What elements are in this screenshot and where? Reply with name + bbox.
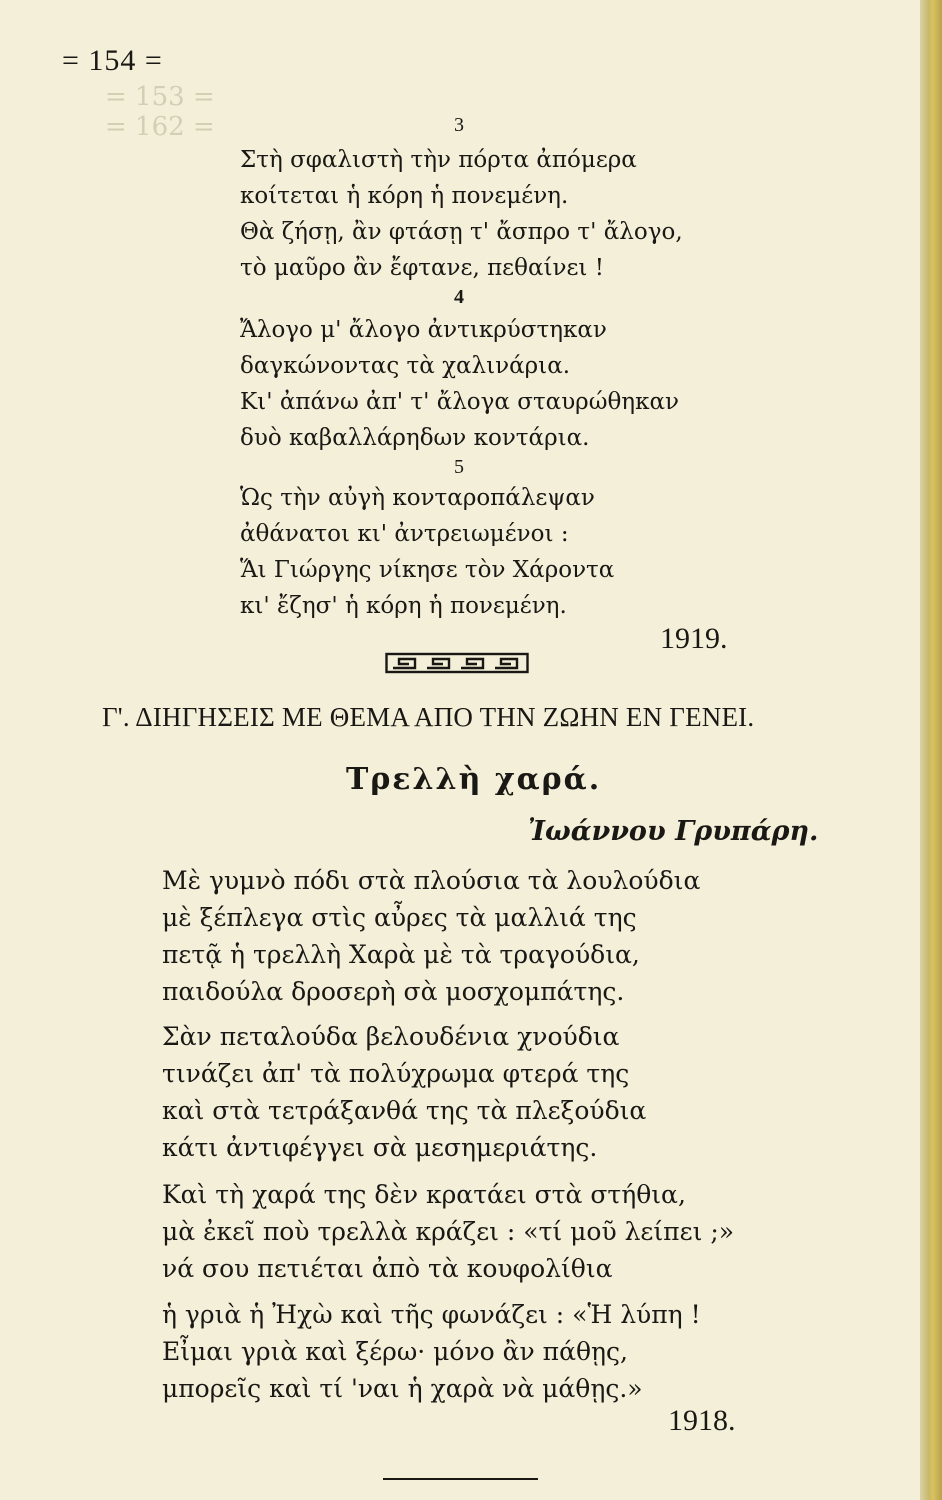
stanza — [162, 1176, 734, 1287]
poem-title: Τρελλὴ χαρά. — [346, 762, 602, 797]
verse-line: Μὲ γυμνὸ πόδι στὰ πλούσια τὰ λουλούδια — [162, 866, 701, 895]
verse-line: Ἄλογο μ' ἄλογο ἀντικρύστηκαν — [240, 317, 607, 343]
verse-line: μὰ ἐκεῖ ποὺ τρελλὰ κράζει : «τί μοῦ λείπει ;» — [162, 1217, 735, 1246]
closing-rule — [383, 1478, 538, 1480]
verse-line: Εἶμαι γριὰ καὶ ξέρω· μόνο ἂν πάθῃς, — [162, 1337, 628, 1366]
page-edge — [920, 0, 942, 1500]
verse-line: τινάζει ἀπ' τὰ πολύχρωμα φτερά της — [162, 1059, 630, 1088]
verse-line: Ἅι Γιώργης νίκησε τὸν Χάροντα — [240, 557, 615, 583]
verse-line: κοίτεται ἡ κόρη ἡ πονεμένη. — [240, 183, 569, 209]
verse-line: κι' ἔζησ' ἡ κόρη ἡ πονεμένη. — [240, 593, 567, 619]
bleed-through-text: = 153 = — [105, 82, 215, 112]
stanza — [240, 142, 683, 286]
poem-author: Ἰωάννου Γρυπάρη. — [528, 816, 819, 847]
verse-line: Ὡς τὴν αὐγὴ κονταροπάλεψαν — [240, 485, 595, 511]
section-heading: Γ'. ΔΙΗΓΗΣΕΙΣ ΜΕ ΘΕΜΑ ΑΠΟ ΤΗΝ ΖΩΗΝ ΕΝ ΓΕΝΕΙ. — [102, 702, 755, 732]
verse-line: Κι' ἀπάνω ἀπ' τ' ἄλογα σταυρώθηκαν — [240, 389, 679, 415]
stanza-number: 5 — [454, 456, 464, 478]
stanza-number: 3 — [454, 114, 464, 136]
verse-line: νά σου πετιέται ἀπὸ τὰ κουφολίθια — [162, 1254, 613, 1283]
poem-year: 1918. — [668, 1404, 736, 1437]
greek-key-ornament — [385, 652, 529, 674]
stanza — [240, 480, 614, 624]
verse-line: Θὰ ζήσῃ, ἂν φτάσῃ τ' ἄσπρο τ' ἄλογο, — [240, 219, 683, 245]
stanza — [162, 1296, 701, 1407]
verse-line: ἀθάνατοι κι' ἀντρειωμένοι : — [240, 521, 569, 547]
verse-line: παιδούλα δροσερὴ σὰ μοσχομπάτης. — [162, 977, 625, 1006]
verse-line: ἡ γριὰ ἡ Ἠχὼ καὶ τῆς φωνάζει : «Ἡ λύπη ! — [162, 1300, 701, 1329]
verse-line: μπορεῖς καὶ τί 'ναι ἡ χαρὰ νὰ μάθῃς.» — [162, 1374, 643, 1403]
poem-year: 1919. — [660, 622, 728, 655]
verse-line: Σὰν πεταλούδα βελουδένια χνούδια — [162, 1022, 620, 1051]
verse-line: κάτι ἀντιφέγγει σὰ μεσημεριάτης. — [162, 1133, 598, 1162]
verse-line: δυὸ καβαλλάρηδων κοντάρια. — [240, 425, 590, 451]
verse-line: δαγκώνοντας τὰ χαλινάρια. — [240, 353, 571, 379]
stanza — [240, 312, 679, 456]
verse-line: Καὶ τὴ χαρά της δὲν κρατάει στὰ στήθια, — [162, 1180, 686, 1209]
verse-line: Στὴ σφαλιστὴ τὴν πόρτα ἀπόμερα — [240, 147, 637, 173]
stanza — [162, 1018, 646, 1166]
verse-line: πετᾷ ἡ τρελλὴ Χαρὰ μὲ τὰ τραγούδια, — [162, 940, 640, 969]
page-number: = 154 = — [62, 44, 163, 77]
verse-line: μὲ ξέπλεγα στὶς αὖρες τὰ μαλλιά της — [162, 903, 637, 932]
verse-line: τὸ μαῦρο ἂν ἔφτανε, πεθαίνει ! — [240, 255, 604, 281]
stanza-number: 4 — [454, 286, 464, 308]
verse-line: καὶ στὰ τετράξανθά της τὰ πλεξούδια — [162, 1096, 647, 1125]
stanza — [162, 862, 700, 1010]
bleed-through-text: = 162 = — [105, 112, 215, 142]
